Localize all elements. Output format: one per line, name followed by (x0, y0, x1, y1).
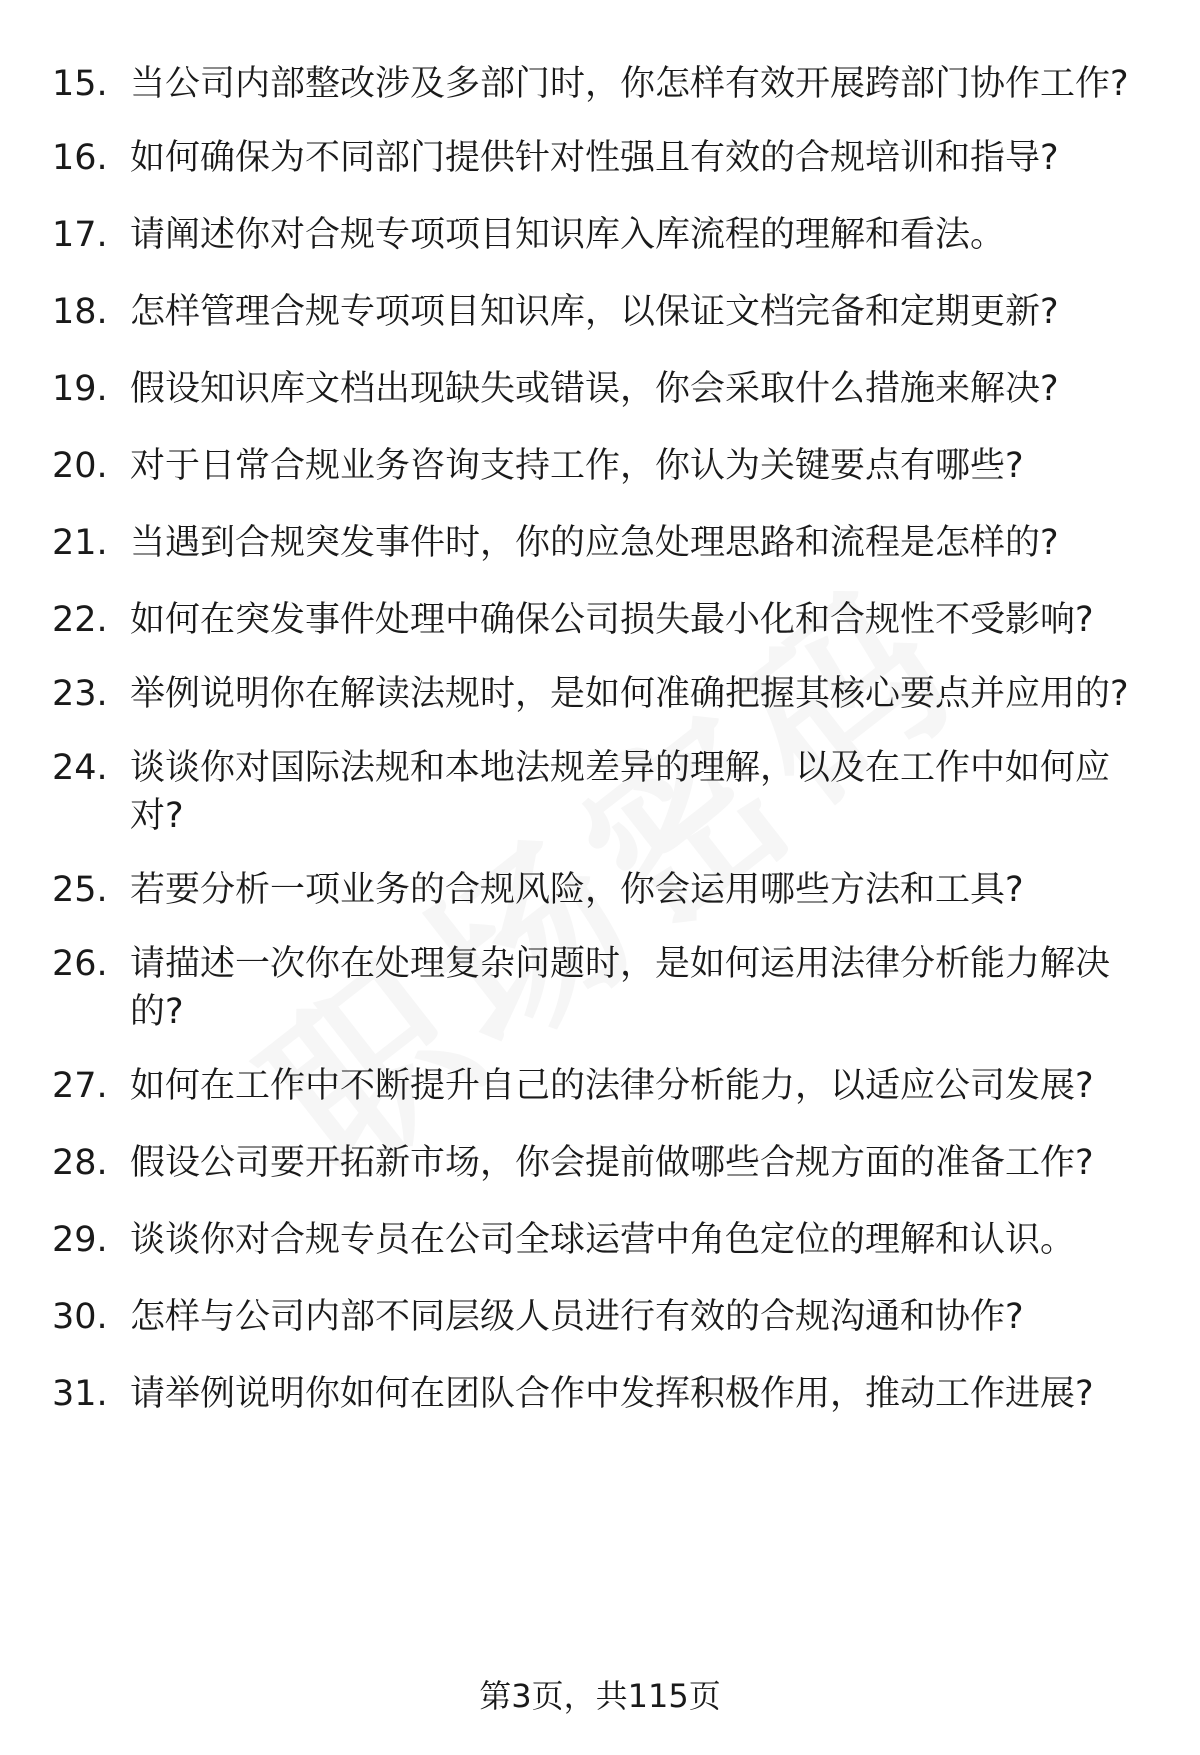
list-item (0, 211, 1200, 259)
list-item (0, 365, 1200, 413)
list-item (0, 1139, 1200, 1187)
page-footer: 第3页，共115页 (479, 1677, 721, 1715)
question-text: 请描述一次你在处理复杂问题时，是如何运用法律分析能力解决的? (130, 944, 1111, 1032)
list-item (0, 744, 1200, 840)
list-item (0, 60, 1200, 108)
list-item (0, 596, 1200, 644)
question-list (0, 60, 1200, 1418)
question-number: 21. (52, 523, 108, 563)
question-number: 24. (52, 748, 108, 788)
question-number: 29. (52, 1220, 108, 1260)
question-text: 怎样管理合规专项项目知识库，以保证文档完备和定期更新? (130, 292, 1059, 332)
list-item (0, 442, 1200, 490)
question-text: 如何确保为不同部门提供针对性强且有效的合规培训和指导? (130, 138, 1059, 178)
list-item (0, 134, 1200, 182)
question-number: 25. (52, 870, 108, 910)
list-item (0, 1370, 1200, 1418)
question-number: 30. (52, 1297, 108, 1337)
question-number: 23. (52, 674, 108, 714)
question-text: 对于日常合规业务咨询支持工作，你认为关键要点有哪些? (130, 446, 1024, 486)
question-text: 举例说明你在解读法规时，是如何准确把握其核心要点并应用的? (130, 674, 1129, 714)
question-text: 如何在突发事件处理中确保公司损失最小化和合规性不受影响? (130, 600, 1094, 640)
list-item (0, 1062, 1200, 1110)
question-text: 假设知识库文档出现缺失或错误，你会采取什么措施来解决? (130, 369, 1059, 409)
question-number: 26. (52, 944, 108, 984)
question-text: 如何在工作中不断提升自己的法律分析能力，以适应公司发展? (130, 1066, 1094, 1106)
question-text: 请阐述你对合规专项项目知识库入库流程的理解和看法。 (130, 215, 1006, 255)
list-item (0, 288, 1200, 336)
question-text: 怎样与公司内部不同层级人员进行有效的合规沟通和协作? (130, 1297, 1024, 1337)
question-number: 27. (52, 1066, 108, 1106)
question-text: 当遇到合规突发事件时，你的应急处理思路和流程是怎样的? (130, 523, 1059, 563)
list-item (0, 519, 1200, 567)
list-item (0, 866, 1200, 914)
question-text: 若要分析一项业务的合规风险，你会运用哪些方法和工具? (130, 870, 1024, 910)
question-text: 请举例说明你如何在团队合作中发挥积极作用，推动工作进展? (130, 1374, 1094, 1414)
list-item (0, 670, 1200, 718)
question-text: 谈谈你对合规专员在公司全球运营中角色定位的理解和认识。 (130, 1220, 1076, 1260)
question-number: 28. (52, 1143, 108, 1183)
question-text: 假设公司要开拓新市场，你会提前做哪些合规方面的准备工作? (130, 1143, 1094, 1183)
question-number: 20. (52, 446, 108, 486)
list-item (0, 1293, 1200, 1341)
question-number: 19. (52, 369, 108, 409)
list-item (0, 1216, 1200, 1264)
question-number: 15. (52, 64, 108, 104)
question-number: 17. (52, 215, 108, 255)
question-number: 16. (52, 138, 108, 178)
question-number: 18. (52, 292, 108, 332)
question-number: 22. (52, 600, 108, 640)
question-text: 当公司内部整改涉及多部门时，你怎样有效开展跨部门协作工作? (130, 64, 1129, 104)
question-number: 31. (52, 1374, 108, 1414)
list-item (0, 940, 1200, 1036)
question-text: 谈谈你对国际法规和本地法规差异的理解，以及在工作中如何应对? (130, 748, 1111, 836)
